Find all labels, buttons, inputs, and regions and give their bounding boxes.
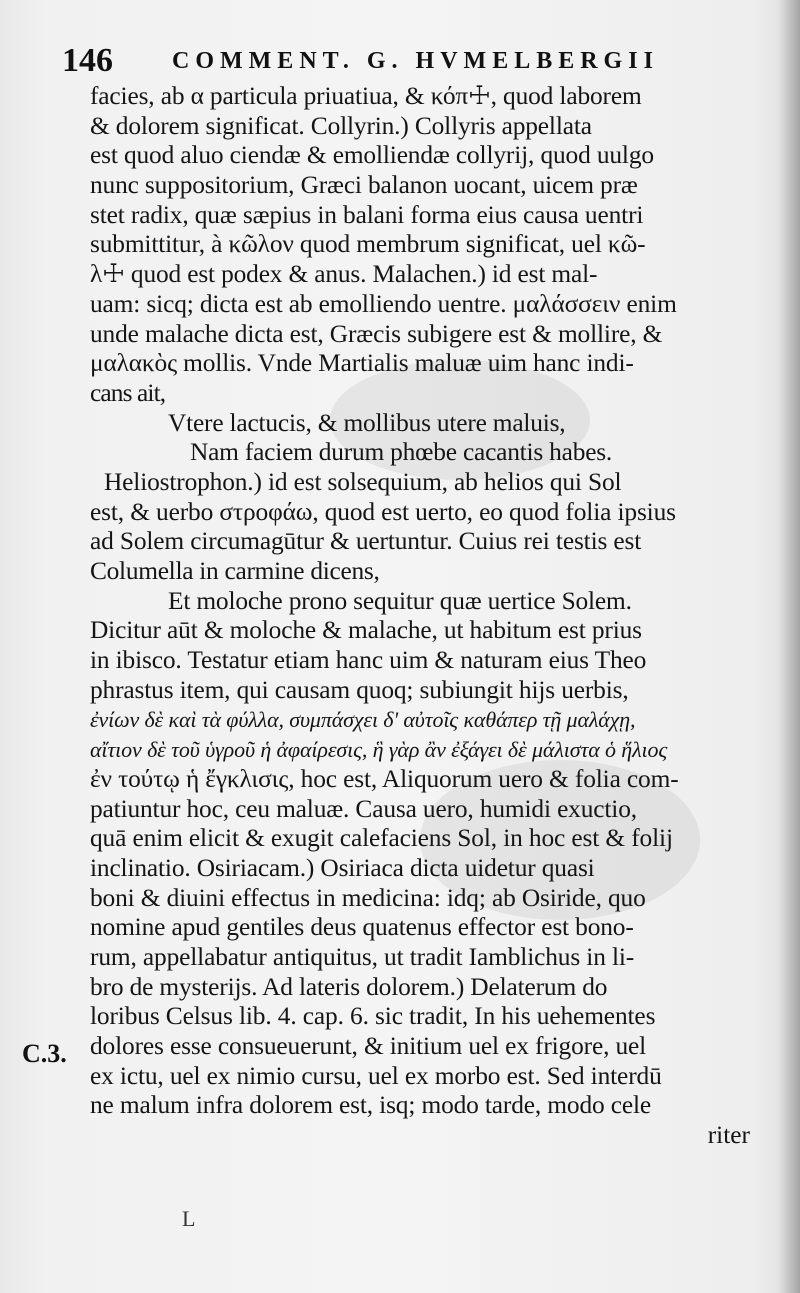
running-head: COMMENT. G. HVMELBERGII [172,48,659,74]
text-line: ἐν τούτῳ ἡ ἔγκλισις, hoc est, Aliquorum uero & folia com- [90,764,679,793]
text-line: cans ait, [90,378,166,407]
page-header [62,42,762,82]
page-number: 146 [62,42,113,79]
text-line: stet radix, quæ sæpius in balani forma eius causa uentri [90,200,644,229]
text-line: uam: sicq; dicta est ab emolliendo uentre. μαλάσσειν enim [90,289,677,318]
text-line: rum, appellabatur antiquitus, ut tradit Iamblichus in li- [90,942,635,971]
text-line: ex ictu, uel ex nimio cursu, uel ex morbo est. Sed interdū [90,1061,662,1090]
text-line: Et moloche prono sequitur quæ uertice Solem. [168,586,632,615]
text-line: submittitur, à κῶλον quod membrum significat, uel κῶ- [90,230,646,259]
text-line: est, & uerbo στρoφάω, quod est uerto, eo quod folia ipsius [90,497,676,526]
text-line: Nam faciem durum phœbe cacantis habes. [190,438,613,467]
text-line: inclinatio. Osiriacam.) Osiriaca dicta uidetur quasi [90,853,595,882]
text-line: in ibisco. Testatur etiam hanc uim & naturam eius Theo [90,646,647,675]
text-line: phrastus item, qui causam quoq; subiungit hijs uerbis, [90,675,629,704]
page-edge-shadow [778,0,800,1293]
text-line: & dolorem significat. Collyrin.) Collyris appellata [90,111,592,140]
footer-mark: L [182,1206,196,1231]
text-line: dolores esse consueuerunt, & initium uel ex frigore, uel [90,1032,647,1060]
text-line: Vtere lactucis, & mollibus utere maluis, [168,408,566,437]
text-line: λ☩ quod est podex & anus. Malachen.) id est mal- [90,260,598,289]
text-line: bro de mysterijs. Ad lateris dolorem.) Delaterum do [90,972,608,1001]
text-line: Columella in carmine dicens, [90,557,380,585]
text-line: riter [707,1121,750,1150]
text-line: nomine apud gentiles deus quatenus effector est bono- [90,913,634,942]
text-line: Heliostrophon.) id est solsequium, ab helios qui Sol [104,467,622,496]
text-line: unde malache dicta est, Græcis subigere est & mollire, & [90,319,663,348]
text-line: nunc suppositorium, Græci balanon uocant, uicem præ [90,171,638,200]
text-line: loribus Celsus lib. 4. cap. 6. sic tradit, In his uehementes [90,1002,656,1031]
text-line: patiuntur hoc, ceu maluæ. Causa uero, humidi exuctio, [90,794,637,823]
text-line: αἴτιον δὲ τοῦ ὑγροῦ ἡ ἀφαίρεσις, ἣ γὰρ ἂν ἐξάγει δὲ μάλιστα ὁ ἥλιος [90,737,668,763]
text-line: ad Solem circumagūtur & uertuntur. Cuius rei testis est [90,527,642,556]
text-line: ne malum infra dolorem est, isq; modo tarde, modo cele [90,1091,652,1120]
text-line: μαλακὸς mollis. Vnde Martialis maluæ uim hanc indi- [90,349,634,378]
margin-note: C.3. [22,1039,67,1068]
text-line: facies, ab α particula priuatiua, & κόπ☩, quod laborem [90,82,642,110]
text-line: quā enim elicit & exugit calefaciens Sol, in hoc est & folij [90,824,673,853]
text-line: Dicitur aūt & moloche & malache, ut habitum est prius [90,616,642,645]
text-line: boni & diuini effectus in medicina: idq; ab Osiride, quo [90,883,646,912]
body-text [90,82,770,1151]
text-line: est quod aluo ciendæ & emolliendæ collyrij, quod uulgo [90,141,654,170]
text-line: ἐνίων δὲ καὶ τὰ φύλλα, συμπάσχει δ' αὐτοῖς καθάπερ τῇ μαλάχῃ, [90,707,636,733]
